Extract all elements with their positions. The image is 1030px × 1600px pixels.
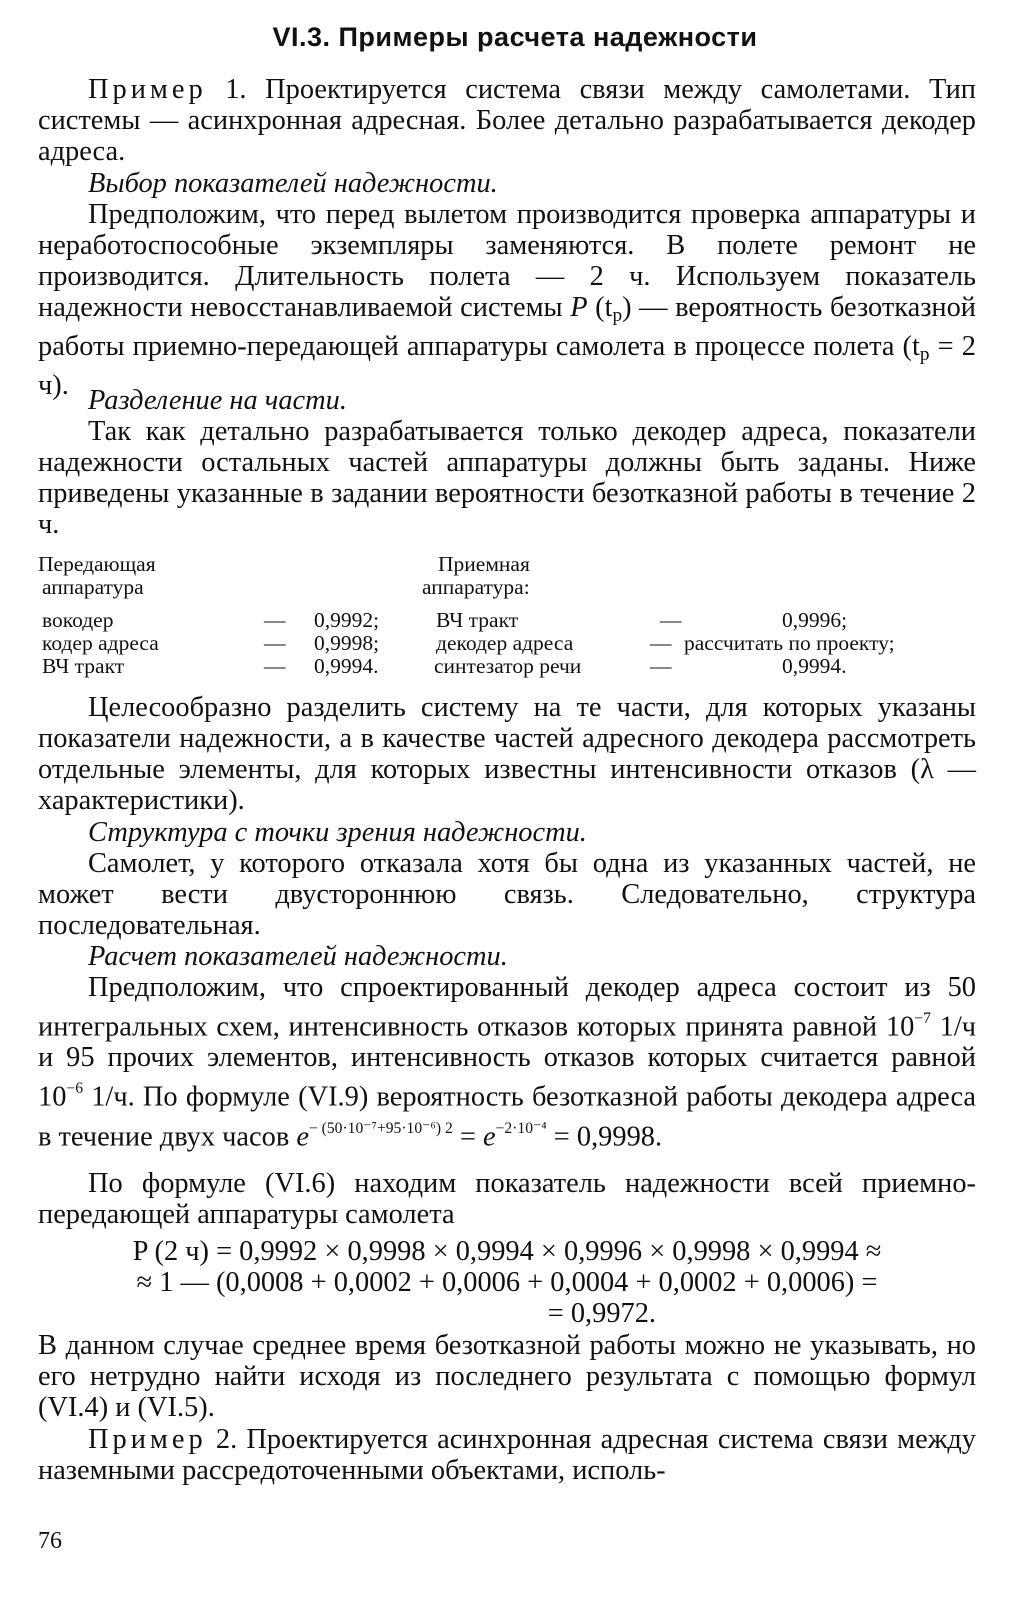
- text-run: = 0,9998.: [546, 1121, 663, 1153]
- table-row: [38, 632, 978, 655]
- subsection-title: Разделение на части.: [88, 385, 347, 416]
- paragraph-text: Целесообразно разделить систему на те части, для которых указаны показатели надежности, а в качестве частей адресного декодера рассмотреть отдельные элементы, для которых известны интенсивности отказов (λ — характеристики).: [38, 692, 976, 816]
- paragraph-text: В данном случае среднее время безотказной работы можно не указывать, но его нетрудно найти исходя из последнего результата с помощью формул (VI.4) и (VI.5).: [38, 1330, 976, 1423]
- formula-symbol: P: [570, 292, 588, 323]
- table-cell: декодер адреса: [436, 631, 574, 655]
- table-cell: ВЧ тракт: [42, 654, 125, 678]
- table-header-cell: Приемная: [438, 552, 530, 576]
- subsection-title: Выбор показателей надежности.: [88, 168, 498, 199]
- paragraph-total-formula-intro: [38, 1168, 976, 1230]
- table-header-row: [38, 576, 978, 599]
- equation-block: [38, 1236, 976, 1329]
- example-1-text: 1. Проектируется система связи между самолетами. Тип системы — асинхронная адресная. Более детально разрабатывается декодер адреса.: [38, 74, 976, 167]
- text-run: (t: [587, 292, 613, 323]
- formula-symbol: e: [296, 1121, 309, 1153]
- text-run: 1/ч. По формуле (VI.9) вероятность безотказной работы декодера адреса в течение двух часов: [38, 1081, 976, 1153]
- text-run: = 2 ч).: [38, 330, 977, 401]
- table-cell: 0,9992;: [314, 608, 380, 632]
- text-run: Предположим, что спроектированный декодер адреса состоит из 50 интегральных схем, интенсивность отказов которых принята равной 10: [38, 972, 976, 1043]
- table-cell: —: [264, 608, 286, 632]
- paragraph-given-parts: [38, 416, 976, 540]
- equation-result: = 0,9972.: [547, 1298, 656, 1329]
- table-cell: 0,9994.: [314, 654, 379, 678]
- example-1-paragraph: [38, 74, 976, 167]
- paragraph-assumptions: [38, 199, 976, 401]
- paragraph-decoder-calculation: [38, 972, 976, 1152]
- table-cell: кодер адреса: [42, 631, 159, 655]
- subsection-reliability-choice: [38, 168, 976, 199]
- subsection-title: Расчет показателей надежности.: [88, 941, 508, 972]
- table-cell: —: [264, 654, 286, 678]
- table-cell: 0,9998;: [314, 631, 380, 655]
- exponent: − (50·10⁻⁷+95·10⁻⁶) 2: [308, 1119, 453, 1137]
- table-header-row: [38, 553, 978, 576]
- table-header-cell: аппаратура: [42, 575, 144, 599]
- table-cell: —: [264, 631, 286, 655]
- table-header-cell: аппаратура:: [422, 575, 530, 599]
- table-cell: —: [650, 654, 672, 678]
- exponent: −7: [914, 1010, 931, 1027]
- paragraph-mean-time: [38, 1330, 976, 1423]
- paragraph-text: Так как детально разрабатывается только декодер адреса, показатели надежности остальных частей аппаратуры должны быть заданы. Ниже приведены указанные в задании вероятности безотказной работы в течение 2 ч.: [38, 416, 976, 540]
- formula-symbol: e: [482, 1121, 496, 1153]
- text-run: Предположим, что перед вылетом производится проверка аппаратуры и неработоспособные экземпляры заменяются. В полете ремонт не производится. Длительность полета — 2 ч. Используем показатель надежности невосстанавливаемой системы: [38, 199, 976, 323]
- subsection-structure: [38, 817, 976, 848]
- text-run: 1/ч и 95 прочих элементов, интенсивность отказов которых считается равной 10: [38, 1011, 976, 1113]
- table-row: [38, 609, 978, 632]
- table-row: [38, 655, 978, 678]
- subsection-division: [38, 385, 976, 416]
- subsection-title: Структура с точки зрения надежности.: [88, 817, 587, 848]
- table-cell: вокодер: [42, 608, 114, 632]
- paragraph-division-rationale: [38, 692, 976, 816]
- table-cell: —: [660, 608, 682, 632]
- subscript: р: [919, 343, 930, 365]
- table-cell: ВЧ тракт: [436, 608, 519, 632]
- section-heading: VI.3. Примеры расчета надежности: [272, 22, 758, 52]
- text-run: =: [452, 1121, 483, 1153]
- exponent: −6: [66, 1080, 83, 1098]
- table-cell: синтезатор речи: [434, 654, 582, 678]
- text-run: ) — вероятность безотказной работы приемно-передающей аппаратуры самолета в процессе полета (t: [38, 292, 977, 362]
- exponent: −2·10⁻⁴: [495, 1119, 547, 1137]
- table-cell: 0,9994.: [782, 654, 847, 678]
- paragraph-structure: [38, 848, 976, 941]
- paragraph-text: По формуле (VI.6) находим показатель надежности всей приемно-передающей аппаратуры самолета: [38, 1168, 976, 1230]
- paragraph-text: Самолет, у которого отказала хотя бы одна из указанных частей, не может вести двустороннюю связь. Следовательно, структура последовательная.: [38, 848, 976, 941]
- page-number: 76: [38, 1528, 62, 1554]
- example-2-text: 2. Проектируется асинхронная адресная система связи между наземными рассредоточенными объектами, исполь-: [38, 1424, 976, 1486]
- example-label: Пример: [88, 74, 207, 105]
- subscript: р: [612, 304, 623, 326]
- table-cell: рассчитать по проекту;: [684, 631, 895, 655]
- table-header-cell: Передающая: [38, 552, 156, 576]
- equation-line: P (2 ч) = 0,9992 × 0,9998 × 0,9994 × 0,9996 × 0,9998 × 0,9994 ≈: [132, 1236, 882, 1267]
- table-cell: —: [650, 631, 672, 655]
- equation-line: ≈ 1 — (0,0008 + 0,0002 + 0,0006 + 0,0004 + 0,0002 + 0,0006) =: [136, 1267, 878, 1298]
- example-label: Пример: [88, 1424, 207, 1455]
- example-2-paragraph: [38, 1424, 976, 1486]
- reliability-table: [38, 553, 978, 678]
- subsection-calculation: [38, 941, 976, 972]
- table-cell: 0,9996;: [782, 608, 848, 632]
